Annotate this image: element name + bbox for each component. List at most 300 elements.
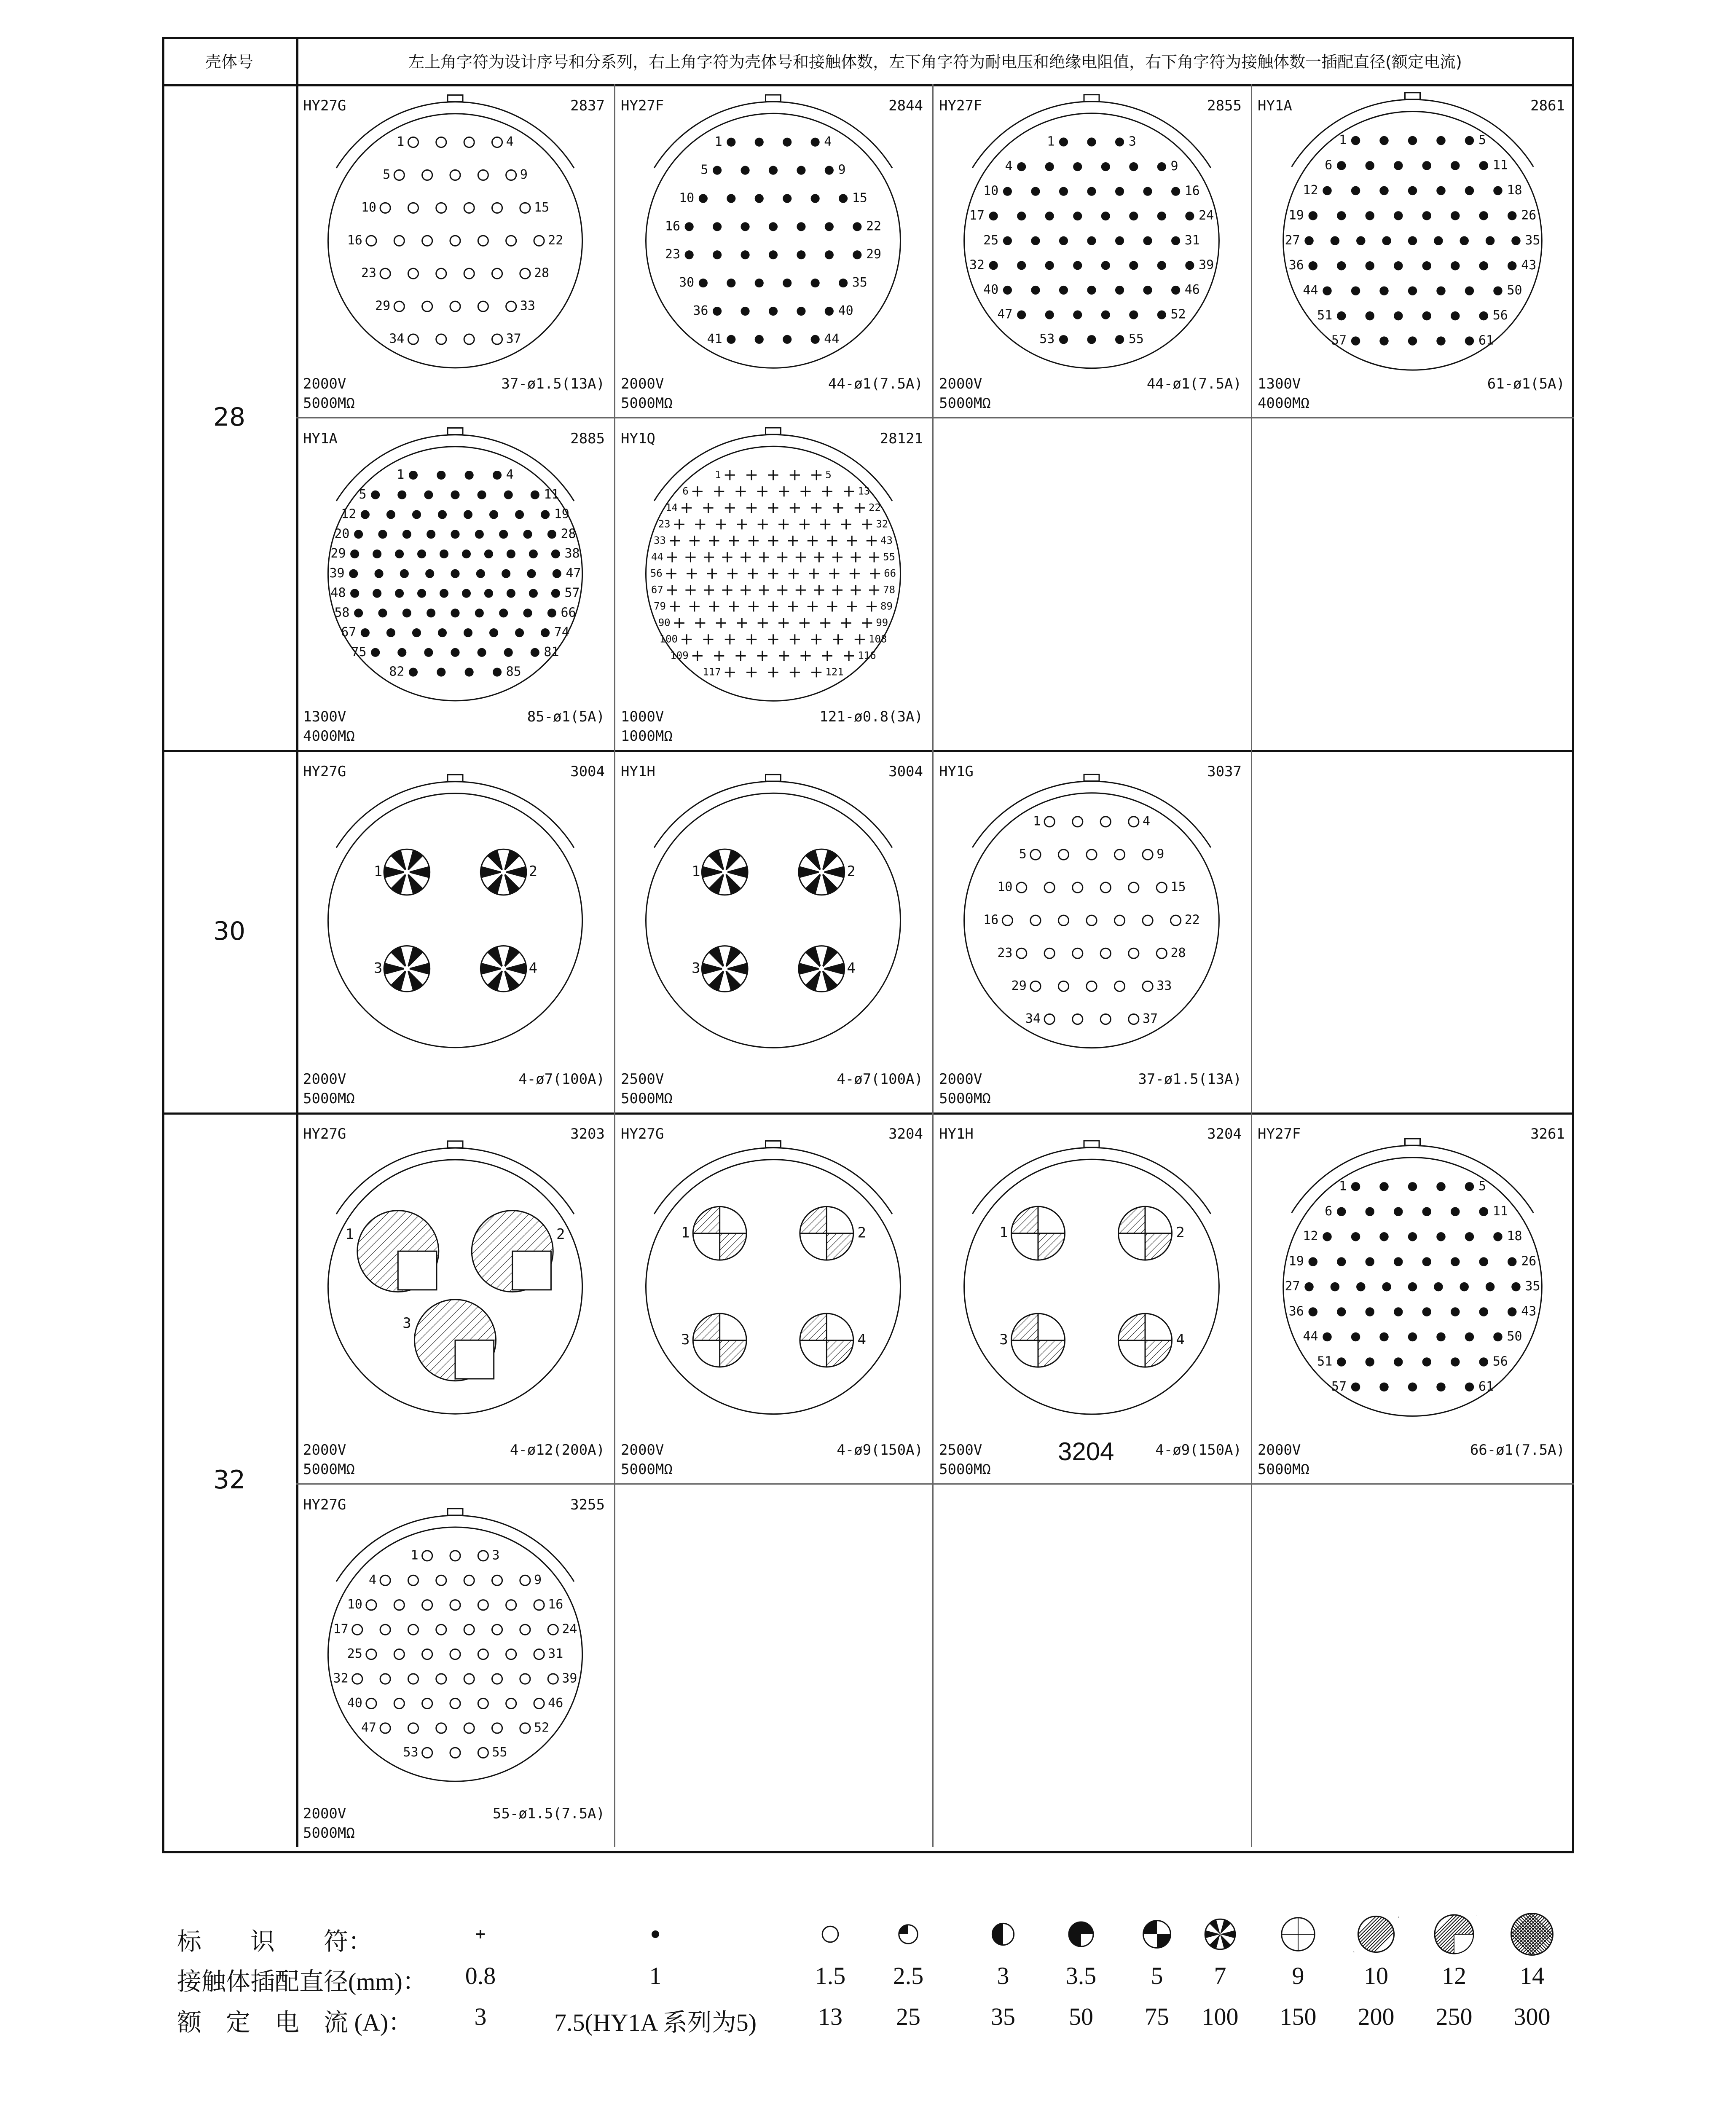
pin-number: 22 (869, 501, 881, 514)
pin-number: 4 (1176, 1331, 1185, 1348)
pin-number: 38 (564, 546, 580, 561)
contact-pin (833, 634, 843, 644)
contact-pin (1100, 1014, 1111, 1024)
pin-number: 3 (1128, 134, 1136, 149)
contact-pin (727, 335, 735, 344)
contact-pin (755, 194, 764, 203)
contact-pin (529, 550, 538, 558)
pin-number: 16 (1184, 183, 1200, 198)
series-code: HY27G (303, 763, 346, 780)
contact-pin (674, 618, 684, 628)
voltage-rating: 2000V (621, 375, 664, 392)
contact-pin (1337, 1307, 1346, 1316)
contact-pin (515, 510, 524, 519)
pin-number: 27 (1285, 1279, 1300, 1294)
contact-pin (713, 166, 722, 175)
shell-code: 3255 (570, 1496, 605, 1513)
pin-number: 9 (838, 162, 846, 177)
contact-pin (409, 667, 418, 676)
contact-pin (551, 589, 560, 598)
contact-pin (1115, 236, 1124, 245)
power-contact (1119, 1206, 1172, 1260)
legend-current: 100 (1202, 2003, 1239, 2030)
contact-pin (1143, 915, 1153, 925)
contact-pin (1045, 212, 1054, 220)
pin-number: 47 (566, 566, 581, 581)
pin-number: 1 (1033, 814, 1041, 829)
contact-pin (1073, 310, 1082, 319)
contact-pin (1422, 211, 1431, 220)
pin-number: 13 (858, 485, 870, 497)
contact-pin (499, 530, 508, 539)
contact-pin (412, 510, 421, 519)
shell-code: 28121 (880, 430, 923, 447)
power-contact (693, 1206, 746, 1260)
contact-pin (822, 651, 832, 661)
contact-pin (1422, 1257, 1431, 1266)
contact-pin (397, 491, 406, 499)
pin-number: 28 (561, 526, 576, 541)
pin-number: 40 (347, 1695, 362, 1710)
contact-pin (394, 1698, 404, 1708)
pin-number: 66 (884, 567, 896, 579)
contact-pin (800, 651, 810, 661)
contact-pin (451, 648, 459, 657)
contact-pin (478, 1600, 488, 1610)
contact-pin (478, 236, 488, 246)
contact-pin (422, 1551, 432, 1561)
contact-pin (1436, 1232, 1445, 1241)
contact-pin (1394, 211, 1403, 220)
contact-pin (1479, 1207, 1488, 1216)
contact-pin (464, 1624, 474, 1635)
contact-pin (1379, 1332, 1388, 1341)
contact-pin (1408, 236, 1417, 245)
contact-pin (1465, 1383, 1474, 1391)
connector-diagram (932, 750, 1251, 1112)
pin-number: 4 (506, 467, 514, 483)
contact-pin (1382, 1282, 1391, 1291)
pin-number: 52 (534, 1720, 550, 1735)
pin-number: 11 (1492, 158, 1508, 173)
contact-pin (757, 651, 767, 661)
pin-number: 56 (650, 567, 663, 579)
contact-pin (450, 1649, 460, 1659)
legend-diameter: 12 (1442, 1962, 1466, 1989)
contact-pin (409, 471, 418, 480)
contact-pin (850, 568, 860, 579)
contact-pin (378, 530, 387, 539)
legend-symbol (1197, 1911, 1243, 1957)
insulation-resistance: 5000MΩ (303, 1461, 355, 1478)
contact-pin (768, 536, 778, 546)
pin-number: 35 (1525, 1279, 1540, 1294)
contact-pin (1143, 981, 1153, 991)
pin-number: 55 (1128, 332, 1144, 347)
pin-number: 50 (1507, 1329, 1522, 1344)
contact-pin (1408, 1282, 1417, 1291)
contact-pin (714, 486, 724, 496)
contact-spec: 4-ø7(100A) (518, 1071, 605, 1088)
contact-pin (450, 1698, 460, 1708)
pin-number: 25 (983, 233, 999, 248)
contact-pin (1465, 1182, 1474, 1191)
series-code: HY27G (303, 1496, 346, 1513)
contact-pin (757, 486, 767, 496)
pin-number: 31 (548, 1646, 563, 1662)
contact-pin (1465, 336, 1474, 345)
contact-pin (768, 601, 778, 611)
contact-pin (402, 609, 411, 617)
contact-pin (492, 334, 502, 344)
contact-pin (1408, 286, 1417, 295)
contact-pin (523, 609, 532, 617)
pin-number: 9 (1170, 159, 1178, 174)
contact-spec: 37-ø1.5(13A) (501, 375, 605, 392)
insulation-resistance: 5000MΩ (303, 1090, 355, 1107)
contact-pin (1304, 236, 1313, 245)
contact-pin (400, 569, 409, 578)
contact-pin (825, 166, 834, 175)
connector-cell (296, 1112, 614, 1483)
contact-pin (1436, 336, 1445, 345)
contact-spec: 85-ø1(5A) (527, 708, 605, 725)
contact-pin (1493, 286, 1502, 295)
pin-number: 57 (1331, 333, 1347, 348)
contact-pin (1351, 136, 1360, 145)
contact-pin (687, 568, 697, 579)
contact-pin (1422, 1307, 1431, 1316)
contact-pin (425, 569, 434, 578)
contact-pin (436, 1674, 446, 1684)
pin-number: 99 (876, 617, 888, 629)
contact-pin (814, 552, 824, 562)
contact-pin (1115, 137, 1124, 146)
contact-pin (1479, 1357, 1488, 1366)
voltage-rating: 2000V (939, 375, 982, 392)
legend-symbol (1134, 1911, 1180, 1957)
contact-pin (352, 1674, 362, 1684)
contact-pin (1451, 161, 1460, 170)
contact-pin (484, 550, 493, 558)
contact-pin (520, 1624, 530, 1635)
pin-number: 1 (1339, 133, 1347, 148)
pin-number: 10 (997, 879, 1013, 895)
insulation-resistance: 4000MΩ (1258, 395, 1309, 412)
contact-pin (703, 634, 713, 644)
contact-pin (1408, 1383, 1417, 1391)
contact-pin (1114, 981, 1124, 991)
connector-cell (932, 750, 1251, 1112)
contact-pin (758, 618, 768, 628)
contact-pin (1031, 187, 1040, 196)
legend-current: 250 (1435, 2003, 1473, 2030)
legend-symbol (457, 1911, 504, 1957)
contact-pin (1073, 882, 1083, 893)
contact-pin (1087, 850, 1097, 860)
pin-number: 29 (1011, 978, 1027, 993)
series-code: HY1Q (621, 430, 655, 447)
contact-pin (841, 519, 851, 529)
contact-pin (408, 1575, 418, 1585)
contact-pin (790, 470, 800, 480)
pin-number: 2 (1176, 1224, 1185, 1241)
pin-number: 1 (345, 1226, 354, 1243)
contact-pin (1508, 211, 1516, 220)
contact-pin (1157, 212, 1166, 220)
contact-pin (520, 268, 530, 279)
pin-number: 55 (492, 1745, 507, 1760)
contact-pin (811, 335, 820, 344)
pin-number: 61 (1478, 1379, 1494, 1394)
pin-number: 52 (1170, 307, 1186, 322)
contact-pin (1143, 286, 1152, 295)
contact-pin (1408, 1332, 1417, 1341)
contact-pin (1059, 137, 1068, 146)
contact-pin (1058, 850, 1068, 860)
contact-pin (386, 510, 395, 519)
contact-pin (1337, 1207, 1346, 1216)
contact-pin (492, 1723, 502, 1733)
contact-pin (436, 1624, 446, 1635)
contact-pin (1017, 212, 1026, 220)
contact-pin (408, 334, 418, 344)
contact-pin (506, 1600, 516, 1610)
contact-pin (464, 510, 472, 519)
pin-number: 9 (520, 167, 528, 182)
contact-pin (1508, 261, 1516, 270)
contact-pin (424, 491, 433, 499)
contact-pin (737, 618, 747, 628)
pin-number: 53 (1039, 332, 1055, 347)
contact-pin (768, 568, 778, 579)
pin-number: 34 (1025, 1011, 1041, 1027)
legend (177, 1922, 1589, 2036)
contact-pin (1115, 335, 1124, 344)
pin-number: 23 (997, 945, 1013, 960)
contact-pin (825, 307, 834, 316)
pin-number: 46 (1184, 282, 1200, 297)
contact-pin (867, 601, 877, 611)
contact-pin (465, 667, 474, 676)
contact-pin (436, 1723, 446, 1733)
contact-pin (1486, 1282, 1495, 1291)
contact-pin (349, 569, 358, 578)
legend-symbol (885, 1911, 931, 1957)
contact-pin (1044, 817, 1054, 827)
contact-pin (1087, 335, 1096, 344)
contact-pin (1323, 186, 1331, 195)
contact-pin (366, 236, 376, 246)
contact-pin (475, 530, 484, 539)
contact-spec: 121-ø0.8(3A) (819, 708, 923, 725)
series-code: HY27G (303, 1126, 346, 1142)
pin-number: 55 (883, 551, 896, 563)
insulation-resistance: 5000MΩ (939, 395, 991, 412)
contact-pin (408, 268, 418, 279)
pin-number: 2 (529, 863, 538, 880)
contact-pin (553, 569, 561, 578)
contact-spec: 44-ø1(7.5A) (1146, 375, 1242, 392)
contact-pin (427, 609, 435, 617)
contact-pin (451, 609, 459, 617)
contact-pin (1366, 311, 1374, 320)
contact-pin (1101, 162, 1110, 171)
contact-pin (1479, 311, 1488, 320)
contact-pin (808, 601, 818, 611)
pin-number: 4 (824, 134, 832, 149)
contact-pin (1129, 882, 1139, 893)
pin-number: 47 (361, 1720, 377, 1735)
pin-number: 33 (520, 298, 535, 314)
contact-spec: 4-ø12(200A) (510, 1442, 605, 1458)
insulation-resistance: 1000MΩ (621, 728, 673, 745)
contact-pin (685, 222, 694, 231)
pin-number: 58 (334, 605, 350, 620)
contact-pin (408, 203, 418, 213)
pin-number: 1 (681, 1224, 690, 1241)
pin-number: 100 (659, 633, 678, 645)
contact-pin (1030, 915, 1041, 925)
contact-pin (769, 222, 778, 231)
legend-diameter: 3.5 (1065, 1962, 1097, 1989)
contact-pin (1366, 211, 1374, 220)
pin-number: 5 (700, 162, 708, 177)
pin-number: 117 (703, 666, 721, 678)
contact-pin (839, 279, 848, 287)
series-code: HY1G (939, 763, 974, 780)
legend-symbol (632, 1911, 679, 1957)
contact-pin (1394, 1207, 1403, 1216)
legend-symbol (807, 1911, 853, 1957)
contact-pin (811, 138, 820, 147)
series-code: HY1H (939, 1126, 974, 1142)
pin-number: 2 (857, 1224, 867, 1241)
contact-pin (741, 585, 751, 595)
contact-pin (1002, 915, 1012, 925)
pin-number: 41 (707, 331, 722, 346)
pin-number: 28 (1170, 945, 1186, 960)
contact-pin (451, 569, 459, 578)
contact-pin (520, 203, 530, 213)
contact-pin (811, 667, 821, 677)
pin-number: 29 (866, 247, 882, 262)
connector-diagram (614, 417, 932, 750)
contact-pin (1337, 211, 1346, 220)
contact-pin (811, 503, 821, 513)
connector-diagram (614, 1112, 932, 1483)
contact-pin (741, 307, 749, 316)
contact-pin (768, 470, 778, 480)
pin-number: 29 (375, 298, 391, 314)
contact-pin (476, 569, 485, 578)
pin-number: 24 (1199, 208, 1214, 223)
pin-number: 39 (329, 566, 345, 581)
shell-code: 2855 (1207, 97, 1242, 114)
contact-pin (504, 648, 513, 657)
contact-pin (1157, 261, 1166, 270)
contact-pin (1479, 211, 1488, 220)
contact-pin (373, 550, 381, 558)
pin-number: 74 (554, 625, 569, 640)
legend-row-current-label: 额 定 电 流 (A)： (177, 2009, 413, 2036)
contact-pin (436, 203, 446, 213)
contact-pin (1114, 850, 1124, 860)
contact-pin (735, 486, 746, 496)
contact-pin (1129, 212, 1138, 220)
pin-number: 10 (347, 1597, 362, 1612)
contact-pin (704, 585, 714, 595)
voltage-rating: 1300V (1258, 375, 1301, 392)
contact-pin (1073, 817, 1083, 827)
shell-code: 2844 (888, 97, 923, 114)
contact-pin (1323, 286, 1331, 295)
pin-number: 43 (1521, 1304, 1537, 1319)
contact-pin (534, 1698, 544, 1708)
contact-pin (1422, 1207, 1431, 1216)
contact-pin (493, 471, 502, 480)
contact-pin (464, 1723, 474, 1733)
legend-current: 50 (1069, 2003, 1093, 2030)
pin-number: 29 (330, 546, 346, 561)
contact-pin (847, 536, 857, 546)
contact-pin (797, 307, 805, 316)
contact-pin (1465, 286, 1474, 295)
contact-pin (464, 628, 472, 637)
contact-pin (1101, 261, 1110, 270)
contact-pin (1059, 286, 1068, 295)
contact-pin (741, 552, 751, 562)
contact-pin (722, 552, 733, 562)
contact-pin (380, 1674, 390, 1684)
contact-pin (464, 137, 474, 147)
pin-number: 23 (665, 247, 681, 262)
pin-number: 39 (1199, 257, 1214, 273)
contact-pin (1434, 236, 1443, 245)
contact-spec: 66-ø1(7.5A) (1470, 1442, 1565, 1458)
power-contact (1119, 1314, 1172, 1367)
contact-pin (1304, 1282, 1313, 1291)
pin-number: 36 (1288, 1304, 1304, 1319)
contact-pin (808, 536, 818, 546)
pin-number: 1 (1047, 134, 1055, 149)
contact-pin (1451, 1207, 1460, 1216)
pin-number: 3 (373, 960, 383, 977)
contact-pin (1143, 236, 1152, 245)
connector-cell (296, 84, 614, 417)
contact-pin (464, 334, 474, 344)
contact-pin (1451, 311, 1460, 320)
pin-number: 44 (824, 331, 840, 346)
connector-diagram (1251, 84, 1574, 417)
contact-pin (746, 470, 757, 480)
pin-number: 121 (825, 666, 844, 678)
pin-number: 5 (1478, 133, 1486, 148)
contact-pin (789, 568, 799, 579)
contact-pin (695, 618, 705, 628)
pin-number: 16 (983, 912, 999, 928)
pin-number: 6 (1325, 158, 1333, 173)
contact-pin (1436, 1182, 1445, 1191)
insulation-resistance: 5000MΩ (939, 1461, 991, 1478)
pin-number: 10 (361, 200, 377, 215)
contact-pin (394, 1649, 404, 1659)
contact-pin (417, 589, 426, 598)
pin-number: 44 (1303, 1329, 1318, 1344)
shell-number: 30 (213, 917, 246, 946)
pin-number: 4 (1005, 159, 1013, 174)
contact-pin (462, 589, 471, 598)
